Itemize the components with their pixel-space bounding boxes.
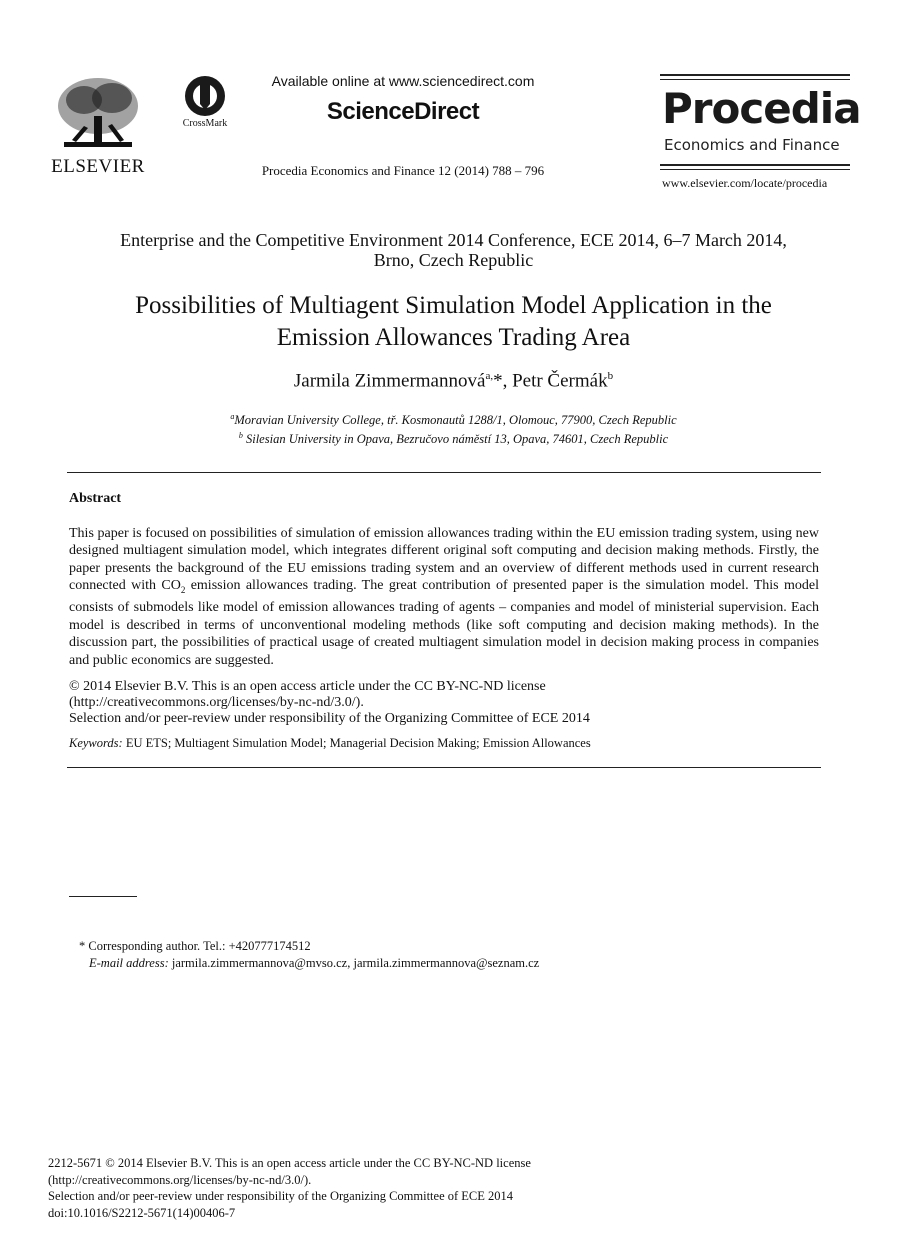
procedia-logo (660, 74, 861, 194)
procedia-top-rule-2 (660, 79, 850, 80)
conference-line-2: Brno, Czech Republic (373, 250, 534, 270)
conference-line-1: Enterprise and the Competitive Environment 2014 Conference, ECE 2014, 6–7 March 2014, (120, 230, 787, 250)
affiliation-b (60, 428, 847, 447)
elsevier-tree-icon (54, 76, 142, 154)
paper-title-line-1: Possibilities of Multiagent Simulation Model Application in the (135, 292, 772, 319)
paper-title-line-2: Emission Allowances Trading Area (276, 324, 631, 351)
abstract-top-rule (67, 472, 821, 473)
crossmark-logo[interactable] (176, 74, 234, 134)
author-1-name: Jarmila Zimmermannová (293, 370, 486, 392)
abstract-bottom-rule (67, 767, 821, 768)
procedia-url-link[interactable]: www.elsevier.com/locate/procedia (662, 176, 828, 190)
affiliation-b-mark: b (238, 431, 243, 441)
footnote-rule (69, 896, 137, 897)
license-link[interactable]: (http://creativecommons.org/licenses/by-nc-nd/3.0/). (69, 695, 364, 711)
author-list (60, 370, 847, 392)
abstract-text-part-2: emission allowances trading. The great contribution of presented paper is the simulation model. This model consists of submodels like model of emission allowances trading of agents – companies and model of ministerial supervision. Each model is described in terms of unconventional modeling methods (like soft computing and decision making methods). In the discussion part, the possibilities of practical usage of created multiagent simulation model in decision making process in companies and public economics are suggested. (69, 578, 819, 668)
conference-info (40, 230, 867, 270)
author-1-affiliation-mark: a, (485, 370, 494, 382)
email-addresses[interactable]: jarmila.zimmermannova@mvso.cz, jarmila.zimmermannova@seznam.cz (168, 955, 540, 970)
keywords-label: Keywords: (69, 736, 123, 750)
elsevier-logo (50, 76, 146, 176)
email-line (79, 955, 819, 972)
abstract-text-part-1: This paper is focused on possibilities of simulation of emission allowances trading within the EU emission trading system, using new designed multiagent simulation model, which integrates different original soft computing and decision making methods. Firstly, the paper presents the background of the EU emissions trading system and an overview of different methods used in current research connected with CO (69, 526, 819, 594)
bottom-license-line-1: 2212-5671 © 2014 Elsevier B.V. This is an open access article under the CC BY-NC-ND license (48, 1156, 531, 1170)
crossmark-icon (176, 74, 234, 118)
procedia-bottom-rule-2 (660, 169, 850, 170)
affiliation-a-text: Moravian University College, tř. Kosmonautů 1288/1, Olomouc, 77900, Czech Republic (234, 413, 677, 428)
affiliation-a (60, 409, 847, 428)
affiliation-a-mark: a (230, 412, 235, 421)
author-2-name: Petr Čermák (512, 370, 608, 392)
abstract-heading: Abstract (69, 491, 122, 506)
keywords-list: EU ETS; Multiagent Simulation Model; Managerial Decision Making; Emission Allowances (122, 736, 591, 750)
license-block (69, 679, 819, 728)
corresponding-author-mark: * (493, 370, 503, 392)
abstract-text (69, 525, 819, 669)
affiliation-b-text: Silesian University in Opava, Bezručovo náměstí 13, Opava, 74601, Czech Republic (245, 432, 669, 447)
bottom-license-link[interactable]: (http://creativecommons.org/licenses/by-nc-nd/3.0/). (48, 1172, 312, 1187)
doi[interactable]: doi:10.1016/S2212-5671(14)00406-7 (48, 1205, 236, 1220)
procedia-subtitle: Economics and Finance (664, 136, 840, 154)
paper-title (60, 290, 847, 354)
license-line-1: © 2014 Elsevier B.V. This is an open access article under the CC BY-NC-ND license (69, 679, 546, 694)
footnote (79, 938, 819, 971)
available-online-text: Available online at www.sciencedirect.com (271, 73, 535, 89)
co2-subscript: 2 (180, 585, 186, 596)
author-2-affiliation-mark: b (607, 370, 614, 382)
author-separator: , (502, 370, 513, 392)
procedia-top-rule (660, 74, 850, 76)
journal-reference: Procedia Economics and Finance 12 (2014) 788 – 796 (261, 163, 545, 178)
corresponding-author: * Corresponding author. Tel.: +420777174512 (79, 939, 311, 953)
keywords (69, 736, 819, 751)
elsevier-wordmark: ELSEVIER (51, 156, 145, 177)
procedia-bottom-rule (660, 164, 850, 166)
email-label: E-mail address: (89, 955, 169, 970)
procedia-title: Procedia (662, 84, 861, 133)
bottom-peer-review: Selection and/or peer-review under responsibility of the Organizing Committee of ECE 2014 (48, 1189, 514, 1203)
bottom-license-block (48, 1155, 848, 1221)
sciencedirect-wordmark: ScienceDirect (326, 98, 480, 125)
affiliations (60, 409, 847, 447)
peer-review-statement: Selection and/or peer-review under responsibility of the Organizing Committee of ECE 2014 (69, 711, 590, 727)
crossmark-label: CrossMark (182, 118, 228, 129)
